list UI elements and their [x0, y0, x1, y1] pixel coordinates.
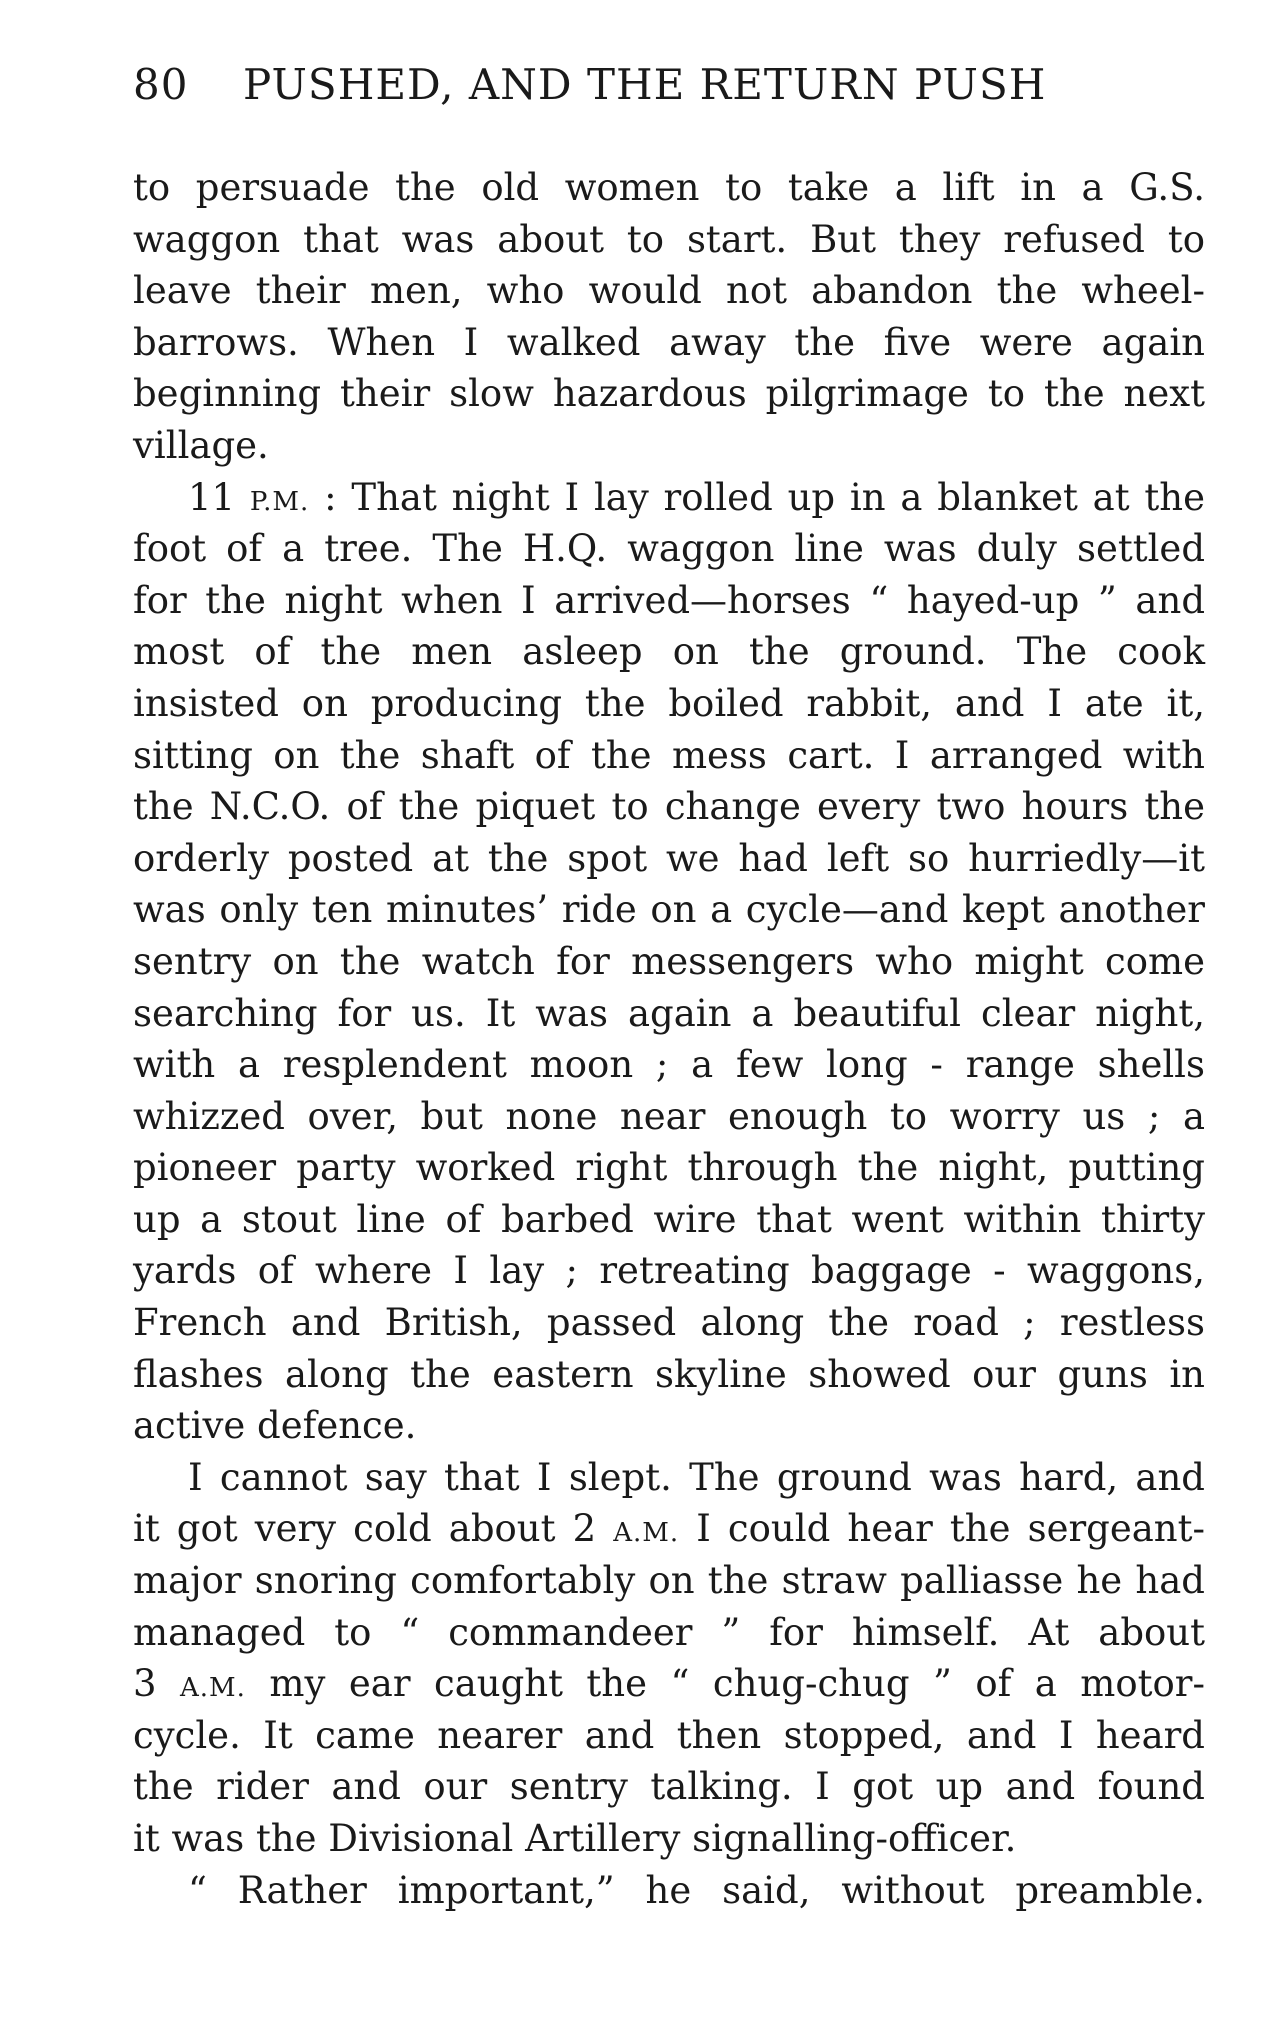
line-text: I could hear the sergeant- [696, 1507, 1206, 1551]
text-line: foot of a tree. The H.Q. waggon line was duly settled [133, 527, 1205, 571]
text-line: it was the Divisional Artillery signalling-officer. [133, 1817, 1017, 1860]
text-line: French and British, passed along the road ; restless [133, 1301, 1205, 1345]
page-number: 80 [133, 60, 189, 109]
text-line: major snoring comfortably on the straw palliasse he had [133, 1559, 1205, 1603]
text-line: flashes along the eastern skyline showed our guns in [133, 1352, 1205, 1396]
text-line: leave their men, who would not abandon the wheel- [133, 269, 1205, 313]
text-line: I cannot say that I slept. The ground was hard, and [188, 1455, 1205, 1499]
line-text: 3 [133, 1662, 181, 1706]
text-line: waggon that was about to start. But they refused to [133, 217, 1205, 261]
text-line: with a resplendent moon ; a few long - range shells [133, 1043, 1205, 1087]
text-line: orderly posted at the spot we had left so hurriedly—it [133, 836, 1205, 880]
text-line: active defence. [133, 1404, 417, 1448]
text-line [133, 1658, 1205, 1710]
text-line: barrows. When I walked away the five were again [133, 320, 1205, 364]
text-line: beginning their slow hazardous pilgrimage to the next [133, 372, 1205, 416]
line-text: it got very cold about 2 [133, 1507, 614, 1551]
text-line [133, 1503, 1205, 1555]
page-header [133, 60, 1133, 120]
time-marker: 11 [188, 475, 236, 519]
text-line: yards of where I lay ; retreating baggage - waggons, [133, 1249, 1205, 1293]
text-line: searching for us. It was again a beautiful clear night, [133, 991, 1205, 1035]
text-line: for the night when I arrived—horses “ hayed-up ” and [133, 578, 1205, 622]
body-text [133, 162, 1205, 1916]
text-line: cycle. It came nearer and then stopped, and I heard [133, 1713, 1205, 1757]
text-line: pioneer party worked right through the night, putting [133, 1146, 1205, 1190]
text-line: the N.C.O. of the piquet to change every two hours the [133, 785, 1205, 829]
text-line: up a stout line of barbed wire that went within thirty [133, 1197, 1205, 1241]
text-line: to persuade the old women to take a lift in a G.S. [133, 166, 1205, 209]
text-line: sitting on the shaft of the mess cart. I arranged with [133, 733, 1205, 777]
time-separator: : [309, 475, 352, 519]
text-line: whizzed over, but none near enough to worry us ; a [133, 1094, 1205, 1138]
time-period: P.M. [249, 486, 310, 517]
line-text: That night I lay rolled up in a blanket at the [351, 475, 1205, 519]
running-head: PUSHED, AND THE RETURN PUSH [243, 60, 1047, 109]
text-line: sentry on the watch for messengers who might come [133, 939, 1205, 983]
time-period: A.M. [180, 1673, 246, 1704]
text-line: managed to “ commandeer ” for himself. At about [133, 1610, 1205, 1654]
text-line: was only ten minutes’ ride on a cycle—and kept another [133, 888, 1205, 932]
text-line: “ Rather important,” he said, without preamble. [188, 1868, 1205, 1912]
text-line: the rider and our sentry talking. I got up and found [133, 1765, 1205, 1809]
text-line [133, 472, 1205, 524]
text-line: most of the men asleep on the ground. The cook [133, 630, 1205, 674]
line-text: my ear caught the “ chug-chug ” of a motor- [269, 1662, 1205, 1706]
time-period: A.M. [613, 1518, 680, 1549]
text-line: village. [133, 423, 269, 467]
text-line: insisted on producing the boiled rabbit, and I ate it, [133, 681, 1205, 725]
